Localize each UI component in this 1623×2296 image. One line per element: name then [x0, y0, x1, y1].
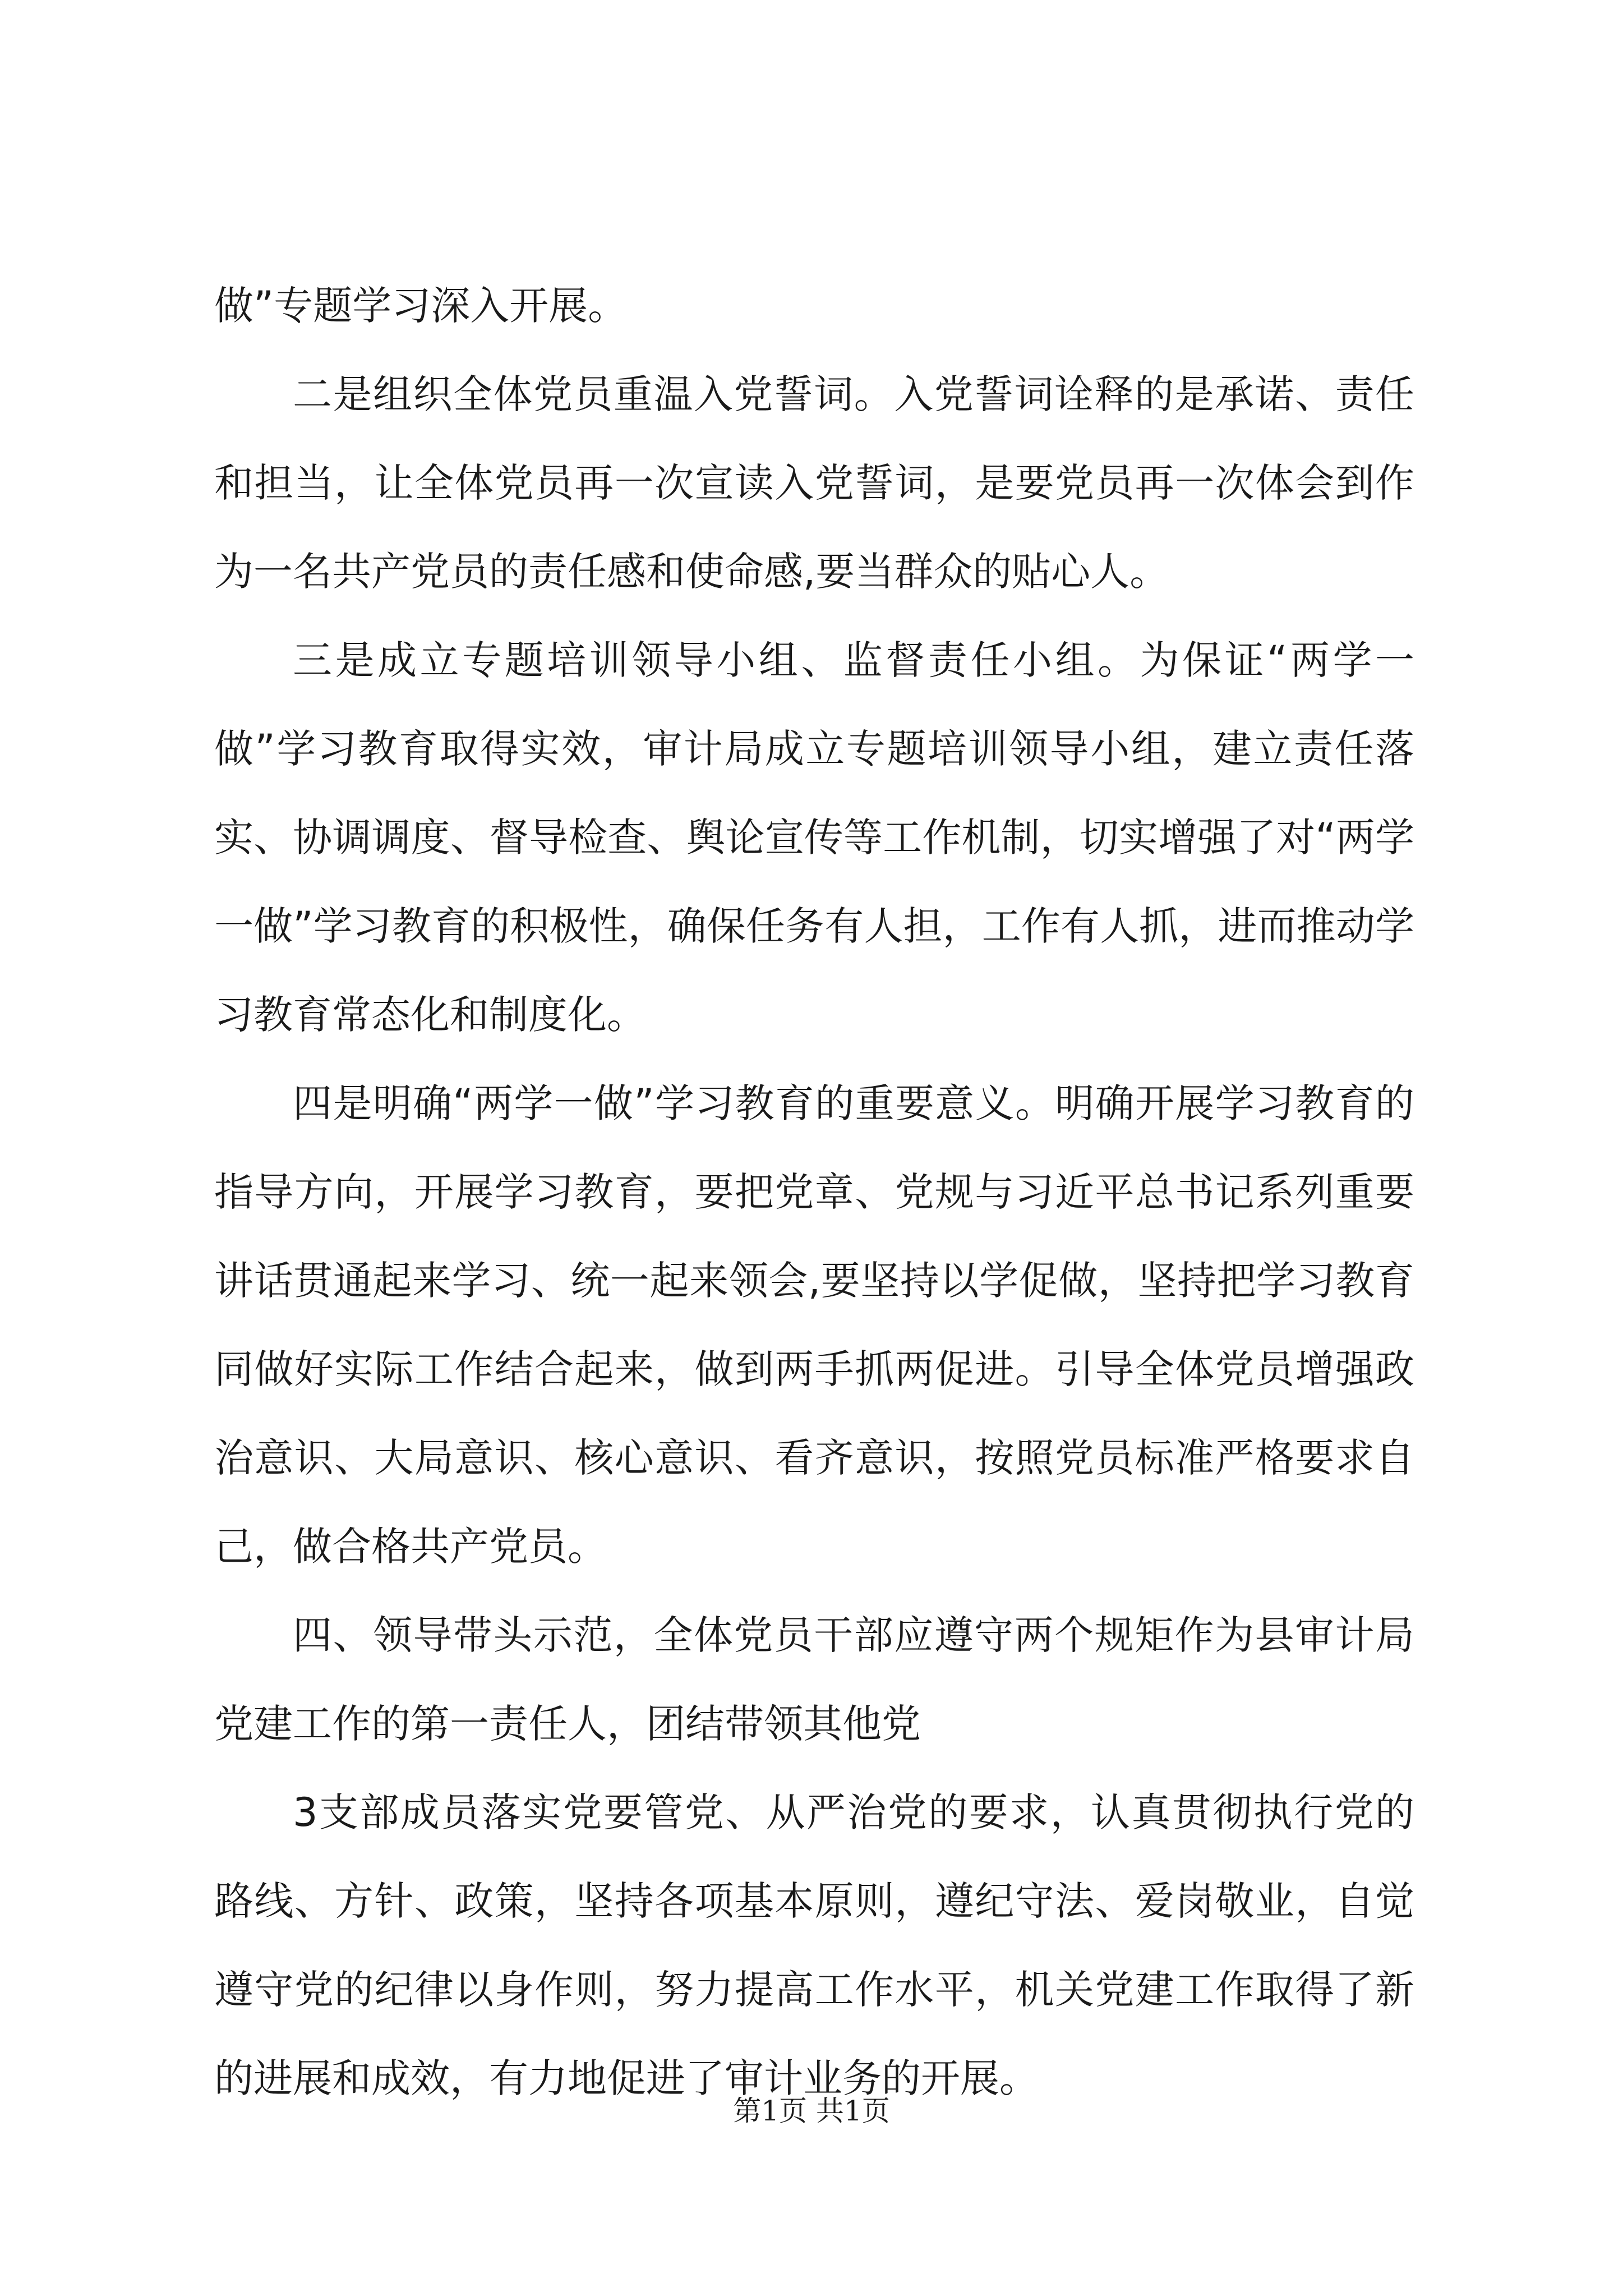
- paragraph-1: 做”专题学习深入开展。: [214, 283, 628, 329]
- page-number-label: 第1页 共1页: [733, 2095, 890, 2127]
- page-footer: [0, 2091, 1623, 2131]
- paragraph-2: 二是组织全体党员重温入党誓词。入党誓词诠释的是承诺、责任和担当，让全体党员再一次宣读入党誓词，是要党员再一次体会到作为一名共产党员的责任感和使命感,要当群众的贴心人。: [214, 371, 1414, 595]
- paragraph-6: 3支部成员落实党要管党、从严治党的要求，认真贯彻执行党的路线、方针、政策，坚持各项基本原则，遵纪守法、爱岗敬业，自觉遵守党的纪律以身作则，努力提高工作水平，机关党建工作取得了新的进展和成效，有力地促进了审计业务的开展。: [214, 1789, 1414, 2101]
- paragraph-4: 四是明确“两学一做”学习教育的重要意义。明确开展学习教育的指导方向，开展学习教育，要把党章、党规与习近平总书记系列重要讲话贯通起来学习、统一起来领会,要坚持以学促做，坚持把学习教育同做好实际工作结合起来，做到两手抓两促进。引导全体党员增强政治意识、大局意识、核心意识、看齐意识，按照党员标准严格要求自己，做合格共产党员。: [214, 1080, 1414, 1570]
- document-body: [214, 261, 1414, 2123]
- paragraph-5: 四、领导带头示范，全体党员干部应遵守两个规矩作为县审计局党建工作的第一责任人，团结带领其他党: [214, 1612, 1414, 1747]
- paragraph-3: 三是成立专题培训领导小组、监督责任小组。为保证“两学一做”学习教育取得实效，审计局成立专题培训领导小组，建立责任落实、协调调度、督导检查、舆论宣传等工作机制，切实增强了对“两学一做”学习教育的积极性，确保任务有人担，工作有人抓，进而推动学习教育常态化和制度化。: [214, 637, 1414, 1038]
